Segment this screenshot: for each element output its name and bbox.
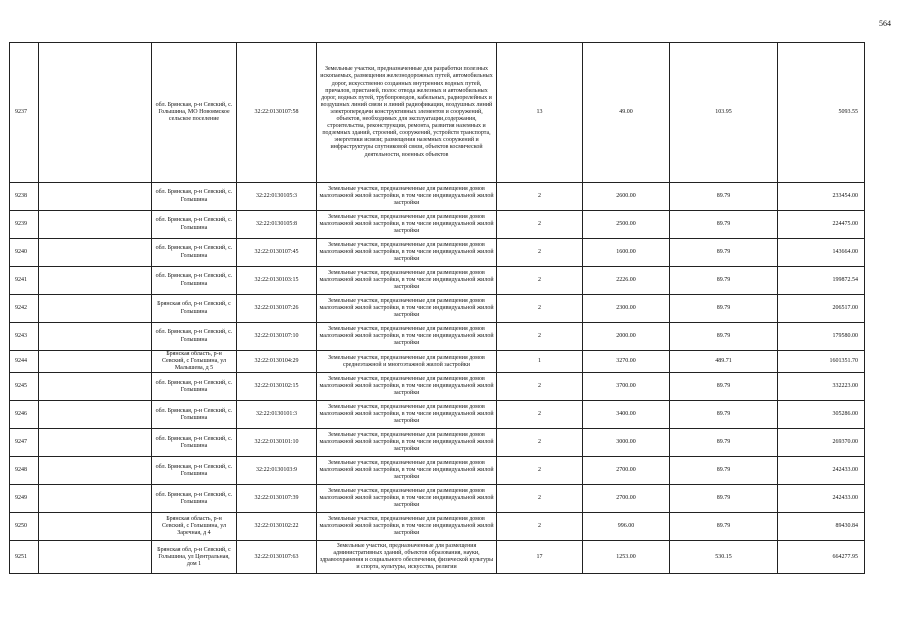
cadastral-number-cell: 32:22:0130107:58 [237, 43, 317, 183]
table-row [10, 239, 865, 267]
land-purpose-cell: Земельные участки, предназначенные для размещения домов среднеэтажной и многоэтажной жилой застройки [317, 351, 497, 373]
cadastral-value-cell: 206517.00 [778, 295, 865, 323]
group-code-cell: 2 [497, 513, 583, 541]
cadastral-value-cell: 233454.00 [778, 183, 865, 211]
empty-cell [39, 351, 152, 373]
address-cell: Брянская обл, р-н Севский, с Голышина, ул Центральная, дом 1 [152, 541, 237, 574]
address-cell: обл. Брянская, р-н Севский, с. Голышина [152, 457, 237, 485]
specific-value-cell: 89.79 [670, 373, 778, 401]
cadastral-number-cell: 32:22:0130104:29 [237, 351, 317, 373]
group-code-cell: 2 [497, 183, 583, 211]
area-cell: 2700.00 [583, 457, 670, 485]
row-number: 9239 [10, 211, 39, 239]
area-cell: 996.00 [583, 513, 670, 541]
land-purpose-cell: Земельные участки, предназначенные для разработки полезных ископаемых, размещения железнодорожных путей, автомобильных дорог, искусственно созданных внутренних водных путей, причалов, пристаней, полос отвода железных и автомобильных дорог, водных путей, трубопроводов, кабельных, радиорелейных и воздушных линий связи и линий радиофикации, воздушных линий электропередачи конструктивных элементов и сооружений, объектов, необходимых для эксплуатации,содержания, строительства, реконструкции, ремонта, развития наземных и подземных зданий, строений, сооружений, устройств транспорта, энергетики исвязи; размещения наземных сооружений и инфраструктуры спутниковой связи, объектов космической деятельности, военных объектов [317, 43, 497, 183]
specific-value-cell: 89.79 [670, 429, 778, 457]
cadastral-number-cell: 32:22:0130105:8 [237, 211, 317, 239]
group-code-cell: 1 [497, 351, 583, 373]
group-code-cell: 2 [497, 267, 583, 295]
table-row [10, 485, 865, 513]
cadastral-number-cell: 32:22:0130103:9 [237, 457, 317, 485]
cadastral-value-cell: 1601351.70 [778, 351, 865, 373]
area-cell: 3400.00 [583, 401, 670, 429]
specific-value-cell: 89.79 [670, 211, 778, 239]
cadastral-value-cell: 5093.55 [778, 43, 865, 183]
specific-value-cell: 103.95 [670, 43, 778, 183]
row-number: 9248 [10, 457, 39, 485]
page-number: 564 [879, 19, 891, 28]
table-row [10, 513, 865, 541]
empty-cell [39, 513, 152, 541]
group-code-cell: 2 [497, 323, 583, 351]
table-row [10, 457, 865, 485]
specific-value-cell: 489.71 [670, 351, 778, 373]
table-row [10, 541, 865, 574]
table-row [10, 429, 865, 457]
land-purpose-cell: Земельные участки, предназначенные для размещения домов малоэтажной жилой застройки, в том числе индивидуальной жилой застройки [317, 485, 497, 513]
empty-cell [39, 323, 152, 351]
specific-value-cell: 89.79 [670, 513, 778, 541]
group-code-cell: 2 [497, 485, 583, 513]
table-row [10, 401, 865, 429]
land-purpose-cell: Земельные участки, предназначенные для размещения домов малоэтажной жилой застройки, в том числе индивидуальной жилой застройки [317, 267, 497, 295]
address-cell: обл. Брянская, р-н Севский, с. Голышина [152, 323, 237, 351]
land-purpose-cell: Земельные участки, предназначенные для размещения домов малоэтажной жилой застройки, в том числе индивидуальной жилой застройки [317, 373, 497, 401]
address-cell: обл. Брянская, р-н Севский, с. Голышина [152, 485, 237, 513]
specific-value-cell: 89.79 [670, 457, 778, 485]
group-code-cell: 2 [497, 401, 583, 429]
cadastral-value-cell: 224475.00 [778, 211, 865, 239]
address-cell: обл. Брянская, р-н Севский, с. Голышина [152, 239, 237, 267]
empty-cell [39, 373, 152, 401]
address-cell: обл. Брянская, р-н Севский, с. Голышина, МО Новоямское сельское поселение [152, 43, 237, 183]
group-code-cell: 2 [497, 211, 583, 239]
row-number: 9246 [10, 401, 39, 429]
cadastral-number-cell: 32:22:0130102:22 [237, 513, 317, 541]
address-cell: Брянская обл, р-н Севский, с Голышина [152, 295, 237, 323]
address-cell: обл. Брянская, р-н Севский, с. Голышина [152, 373, 237, 401]
empty-cell [39, 211, 152, 239]
empty-cell [39, 485, 152, 513]
cadastral-number-cell: 32:22:0130101:3 [237, 401, 317, 429]
group-code-cell: 13 [497, 43, 583, 183]
specific-value-cell: 89.79 [670, 323, 778, 351]
table-body [10, 43, 865, 574]
address-cell: Брянская область, р-н Севский, с Голышина, ул Малышева, д 5 [152, 351, 237, 373]
row-number: 9243 [10, 323, 39, 351]
specific-value-cell: 89.79 [670, 401, 778, 429]
row-number: 9249 [10, 485, 39, 513]
cadastral-number-cell: 32:22:0130107:45 [237, 239, 317, 267]
cadastral-value-cell: 242433.00 [778, 485, 865, 513]
row-number: 9240 [10, 239, 39, 267]
table-row [10, 323, 865, 351]
empty-cell [39, 457, 152, 485]
row-number: 9244 [10, 351, 39, 373]
group-code-cell: 17 [497, 541, 583, 574]
group-code-cell: 2 [497, 457, 583, 485]
address-cell: обл. Брянская, р-н Севский, с. Голышина [152, 429, 237, 457]
group-code-cell: 2 [497, 429, 583, 457]
cadastral-number-cell: 32:22:0130107:10 [237, 323, 317, 351]
table-row [10, 295, 865, 323]
area-cell: 3000.00 [583, 429, 670, 457]
area-cell: 2300.00 [583, 295, 670, 323]
cadastral-value-cell: 305286.00 [778, 401, 865, 429]
specific-value-cell: 89.79 [670, 183, 778, 211]
cadastral-number-cell: 32:22:0130107:26 [237, 295, 317, 323]
area-cell: 1253.00 [583, 541, 670, 574]
group-code-cell: 2 [497, 239, 583, 267]
row-number: 9250 [10, 513, 39, 541]
land-purpose-cell: Земельные участки, предназначенные для размещения домов малоэтажной жилой застройки, в том числе индивидуальной жилой застройки [317, 295, 497, 323]
empty-cell [39, 295, 152, 323]
area-cell: 2226.00 [583, 267, 670, 295]
row-number: 9251 [10, 541, 39, 574]
land-purpose-cell: Земельные участки, предназначенные для размещения административных зданий, объектов образования, науки, здравоохранения и социального обеспечения, физической культуры и спорта, культуры, искусства, религии [317, 541, 497, 574]
cadastral-number-cell: 32:22:0130103:15 [237, 267, 317, 295]
cadastral-value-cell: 179580.00 [778, 323, 865, 351]
row-number: 9242 [10, 295, 39, 323]
table-row [10, 351, 865, 373]
specific-value-cell: 530.15 [670, 541, 778, 574]
specific-value-cell: 89.79 [670, 267, 778, 295]
land-purpose-cell: Земельные участки, предназначенные для размещения домов малоэтажной жилой застройки, в том числе индивидуальной жилой застройки [317, 429, 497, 457]
row-number: 9237 [10, 43, 39, 183]
specific-value-cell: 89.79 [670, 485, 778, 513]
table-row [10, 211, 865, 239]
empty-cell [39, 429, 152, 457]
cadastral-number-cell: 32:22:0130101:10 [237, 429, 317, 457]
cadastral-value-cell: 269370.00 [778, 429, 865, 457]
land-purpose-cell: Земельные участки, предназначенные для размещения домов малоэтажной жилой застройки, в том числе индивидуальной жилой застройки [317, 457, 497, 485]
cadastral-value-cell: 664277.95 [778, 541, 865, 574]
area-cell: 2700.00 [583, 485, 670, 513]
empty-cell [39, 541, 152, 574]
row-number: 9247 [10, 429, 39, 457]
area-cell: 49.00 [583, 43, 670, 183]
cadastral-value-cell: 143664.00 [778, 239, 865, 267]
address-cell: обл. Брянская, р-н Севский, с. Голышина [152, 211, 237, 239]
table-row [10, 43, 865, 183]
area-cell: 2600.00 [583, 183, 670, 211]
table-row [10, 373, 865, 401]
cadastral-number-cell: 32:22:0130105:3 [237, 183, 317, 211]
area-cell: 2500.00 [583, 211, 670, 239]
cadastral-value-table [9, 42, 865, 574]
cadastral-value-cell: 332223.00 [778, 373, 865, 401]
land-purpose-cell: Земельные участки, предназначенные для размещения домов малоэтажной жилой застройки, в том числе индивидуальной жилой застройки [317, 211, 497, 239]
land-purpose-cell: Земельные участки, предназначенные для размещения домов малоэтажной жилой застройки, в том числе индивидуальной жилой застройки [317, 239, 497, 267]
empty-cell [39, 401, 152, 429]
address-cell: обл. Брянская, р-н Севский, с. Голышина [152, 183, 237, 211]
empty-cell [39, 43, 152, 183]
area-cell: 2000.00 [583, 323, 670, 351]
cadastral-number-cell: 32:22:0130107:63 [237, 541, 317, 574]
cadastral-value-cell: 242433.00 [778, 457, 865, 485]
empty-cell [39, 267, 152, 295]
cadastral-value-cell: 199872.54 [778, 267, 865, 295]
empty-cell [39, 239, 152, 267]
row-number: 9245 [10, 373, 39, 401]
address-cell: Брянская область, р-н Севский, с Голышина, ул Заречная, д 4 [152, 513, 237, 541]
land-purpose-cell: Земельные участки, предназначенные для размещения домов малоэтажной жилой застройки, в том числе индивидуальной жилой застройки [317, 513, 497, 541]
empty-cell [39, 183, 152, 211]
address-cell: обл. Брянская, р-н Севский, с. Голышина [152, 401, 237, 429]
land-purpose-cell: Земельные участки, предназначенные для размещения домов малоэтажной жилой застройки, в том числе индивидуальной жилой застройки [317, 183, 497, 211]
row-number: 9241 [10, 267, 39, 295]
specific-value-cell: 89.79 [670, 239, 778, 267]
specific-value-cell: 89.79 [670, 295, 778, 323]
group-code-cell: 2 [497, 295, 583, 323]
area-cell: 3270.00 [583, 351, 670, 373]
land-purpose-cell: Земельные участки, предназначенные для размещения домов малоэтажной жилой застройки, в том числе индивидуальной жилой застройки [317, 323, 497, 351]
row-number: 9238 [10, 183, 39, 211]
land-purpose-cell: Земельные участки, предназначенные для размещения домов малоэтажной жилой застройки, в том числе индивидуальной жилой застройки [317, 401, 497, 429]
table-row [10, 183, 865, 211]
area-cell: 1600.00 [583, 239, 670, 267]
area-cell: 3700.00 [583, 373, 670, 401]
cadastral-number-cell: 32:22:0130107:39 [237, 485, 317, 513]
table-row [10, 267, 865, 295]
address-cell: обл. Брянская, р-н Севский, с. Голышина [152, 267, 237, 295]
cadastral-number-cell: 32:22:0130102:15 [237, 373, 317, 401]
group-code-cell: 2 [497, 373, 583, 401]
cadastral-value-cell: 89430.84 [778, 513, 865, 541]
